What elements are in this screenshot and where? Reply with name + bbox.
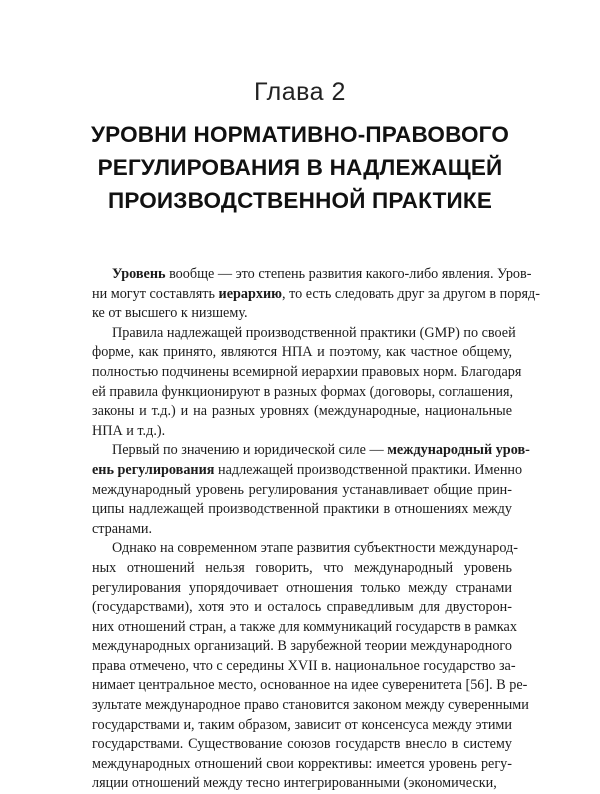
text-run: странами. xyxy=(92,520,153,537)
text-run: полностью подчинены всемирной иерархии правовых норм. Благодаря xyxy=(92,363,522,380)
text-line xyxy=(92,559,512,579)
text-run: нимает центральное место, основанное на идее суверенитета [56]. В ре- xyxy=(92,677,528,694)
text-run: Однако на современном этапе развития субъектности международ- xyxy=(112,540,518,557)
text-run: государствами и, таким образом, зависит от консенсуса между этими xyxy=(92,716,512,733)
text-line xyxy=(92,265,532,285)
text-line xyxy=(92,383,512,403)
text-run: них отношений стран, а также для коммуникаций государств в рамках xyxy=(92,618,517,635)
text-line xyxy=(92,637,512,657)
text-line xyxy=(92,539,518,559)
text-line xyxy=(92,500,512,520)
bold-term: ень регулирования xyxy=(92,461,215,478)
text-run: зультате международное право становится законом между суверенными xyxy=(92,697,529,714)
text-line xyxy=(92,774,512,794)
bold-term: иерархию xyxy=(218,285,282,302)
text-run: государствами. Существование союзов государств внесло в систему xyxy=(92,736,512,753)
text-line xyxy=(92,363,522,383)
text-line xyxy=(92,520,512,540)
text-line xyxy=(92,461,523,481)
paragraph xyxy=(92,324,522,442)
text-line xyxy=(92,304,512,324)
bold-term: Уровень xyxy=(112,266,166,282)
text-line xyxy=(92,343,512,363)
text-run: , то есть следовать друг за другом в поряд- xyxy=(281,285,540,302)
text-line xyxy=(92,676,528,696)
text-run: права отмечено, что с середины XVII в. национальное государство за- xyxy=(92,657,516,674)
chapter-title xyxy=(40,118,560,217)
text-run: ке от высшего к низшему. xyxy=(92,305,248,322)
chapter-title-line: УРОВНИ НОРМАТИВНО-ПРАВОВОГО xyxy=(90,122,510,147)
text-run: форме, как принято, являются НПА и поэтому, как частное общему, xyxy=(92,344,512,361)
text-line xyxy=(92,422,512,442)
text-run: ципы надлежащей производственной практики в отношениях между xyxy=(92,501,512,518)
text-run: международных отношений свои коррективы: имеется уровень регу- xyxy=(92,755,512,772)
text-line xyxy=(92,481,512,501)
chapter-title-line: ПРОИЗВОДСТВЕННОЙ ПРАКТИКЕ xyxy=(107,188,493,213)
paragraph xyxy=(92,265,540,324)
text-line xyxy=(92,735,512,755)
text-line xyxy=(92,755,512,775)
text-line xyxy=(92,285,540,305)
paragraph xyxy=(92,539,529,794)
text-run: надлежащей производственной практики. Именно xyxy=(214,461,523,478)
paragraph xyxy=(92,441,530,539)
text-run: международных организаций. В зарубежной теории международного xyxy=(92,638,512,655)
text-run: ляции отношений между тесно интегрированными (экономически, xyxy=(92,775,497,792)
text-line xyxy=(92,441,530,461)
text-line xyxy=(92,324,516,344)
text-line xyxy=(92,716,512,736)
text-line xyxy=(92,598,512,618)
text-run: ей правила функционируют в разных формах (договоры, соглашения, xyxy=(92,383,514,400)
text-run: Первый по значению и юридической силе — xyxy=(112,442,388,459)
text-line xyxy=(92,402,512,422)
text-line xyxy=(92,618,517,638)
text-run: регулирования упорядочивает отношения только между странами xyxy=(92,579,512,596)
text-run: ни могут составлять xyxy=(92,285,219,302)
text-line xyxy=(92,696,529,716)
text-line xyxy=(92,579,512,599)
chapter-label: Глава 2 xyxy=(254,78,346,106)
text-run: вообще — это степень развития какого-либо явления. Уров- xyxy=(165,266,532,282)
text-run: Правила надлежащей производственной практики (GMP) по своей xyxy=(112,324,516,341)
text-run: международный уровень регулирования устанавливает общие прин- xyxy=(92,481,512,498)
chapter-title-line: РЕГУЛИРОВАНИЯ В НАДЛЕЖАЩЕЙ xyxy=(97,155,503,180)
text-run: законы и т.д.) и на разных уровнях (международные, национальные xyxy=(92,403,512,420)
text-run: НПА и т.д.). xyxy=(92,422,166,439)
text-line xyxy=(92,657,516,677)
body-text xyxy=(92,265,540,794)
bold-term: международный уров- xyxy=(387,442,530,459)
text-run: ных отношений нельзя говорить, что международный уровень xyxy=(92,559,512,576)
text-run: (государствами), хотя это и осталось справедливым для двусторон- xyxy=(92,599,512,616)
